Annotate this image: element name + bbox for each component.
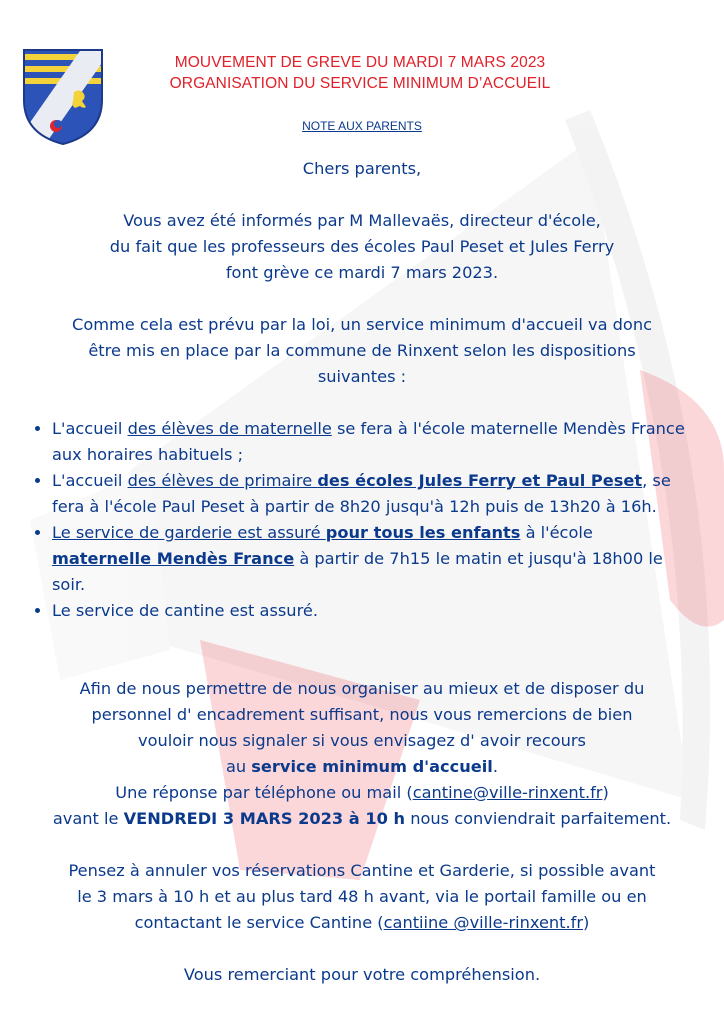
para4-line1: Pensez à annuler vos réservations Cantine et Garderie, si possible avant bbox=[68, 861, 656, 880]
para2-line3: suivantes : bbox=[317, 367, 407, 386]
bold-text: service minimum d'accueil bbox=[251, 757, 493, 776]
para3-line1: Afin de nous permettre de nous organiser au mieux et de disposer du bbox=[79, 679, 645, 698]
header-title-line1: MOUVEMENT DE GREVE DU MARDI 7 MARS 2023 bbox=[174, 54, 546, 71]
letter-body bbox=[28, 156, 696, 988]
para4-line2: le 3 mars à 10 h et au plus tard 48 h avant, via le portail famille ou en bbox=[77, 887, 647, 906]
list-item bbox=[52, 520, 696, 598]
para3-line4 bbox=[28, 754, 696, 780]
para3-line6 bbox=[28, 806, 696, 832]
bold-underlined-text: pour tous les enfants bbox=[325, 523, 521, 542]
list-item bbox=[52, 468, 696, 520]
underlined-text: des élèves de maternelle bbox=[127, 419, 332, 438]
para1-line2: du fait que les professeurs des écoles Paul Peset et Jules Ferry bbox=[109, 237, 615, 256]
bold-underlined-text: des écoles Jules Ferry et Paul Peset bbox=[317, 471, 643, 490]
text: Le service de cantine est assuré. bbox=[52, 601, 318, 620]
paragraph-cancel-reservations bbox=[28, 858, 696, 936]
text: au bbox=[225, 757, 252, 776]
text: se fera à l'école maternelle Mendès France aux horaires habituels ; bbox=[52, 419, 685, 464]
greeting: Chers parents, bbox=[302, 159, 422, 178]
text: Une réponse par téléphone ou mail ( bbox=[115, 783, 413, 802]
para1-line3: font grève ce mardi 7 mars 2023. bbox=[225, 263, 499, 282]
bold-underlined-text: maternelle Mendès France bbox=[52, 549, 295, 568]
para3-line2: personnel d' encadrement suffisant, nous vous remercions de bien bbox=[91, 705, 633, 724]
arrangements-list bbox=[28, 416, 696, 624]
text: ) bbox=[602, 783, 609, 802]
para2-line2: être mis en place par la commune de Rinxent selon les dispositions bbox=[88, 341, 636, 360]
text: L'accueil bbox=[52, 471, 128, 490]
email-link-cantiine[interactable]: cantiine @ville-rinxent.fr bbox=[383, 913, 584, 932]
list-item bbox=[52, 416, 696, 468]
para4-line3 bbox=[28, 910, 696, 936]
text: contactant le service Cantine ( bbox=[134, 913, 384, 932]
underlined-text: Le service de garderie est assuré bbox=[52, 523, 326, 542]
header-title-line2: ORGANISATION DU SERVICE MINIMUM D’ACCUEIL bbox=[169, 75, 551, 92]
text: L'accueil bbox=[52, 419, 128, 438]
deadline-bold-text: VENDREDI 3 MARS 2023 à 10 h bbox=[123, 809, 406, 828]
text: à l'école bbox=[520, 523, 593, 542]
para1-line1: Vous avez été informés par M Mallevaës, directeur d'école, bbox=[123, 211, 601, 230]
paragraph-request bbox=[28, 676, 696, 832]
text: . bbox=[492, 757, 499, 776]
paragraph-strike-info bbox=[28, 208, 696, 286]
closing-line: Vous remerciant pour votre compréhension. bbox=[183, 965, 541, 984]
paragraph-service-minimum bbox=[28, 312, 696, 390]
para3-line5 bbox=[28, 780, 696, 806]
text: avant le bbox=[52, 809, 124, 828]
email-link-cantine[interactable]: cantine@ville-rinxent.fr bbox=[412, 783, 603, 802]
list-item bbox=[52, 598, 696, 624]
text: nous conviendrait parfaitement. bbox=[405, 809, 672, 828]
para3-line3: vouloir nous signaler si vous envisagez d' avoir recours bbox=[138, 731, 586, 750]
para2-line1: Comme cela est prévu par la loi, un service minimum d'accueil va donc bbox=[72, 315, 652, 334]
note-title: NOTE AUX PARENTS bbox=[302, 119, 422, 133]
text: ) bbox=[583, 913, 590, 932]
document-header bbox=[120, 52, 600, 94]
underlined-text: des élèves de primaire bbox=[127, 471, 318, 490]
text: , se fera à l'école Paul Peset à partir de 8h20 jusqu'à 12h puis de 13h20 à 16h. bbox=[52, 471, 671, 516]
text: à partir de 7h15 le matin et jusqu'à 18h00 le soir. bbox=[52, 549, 663, 594]
